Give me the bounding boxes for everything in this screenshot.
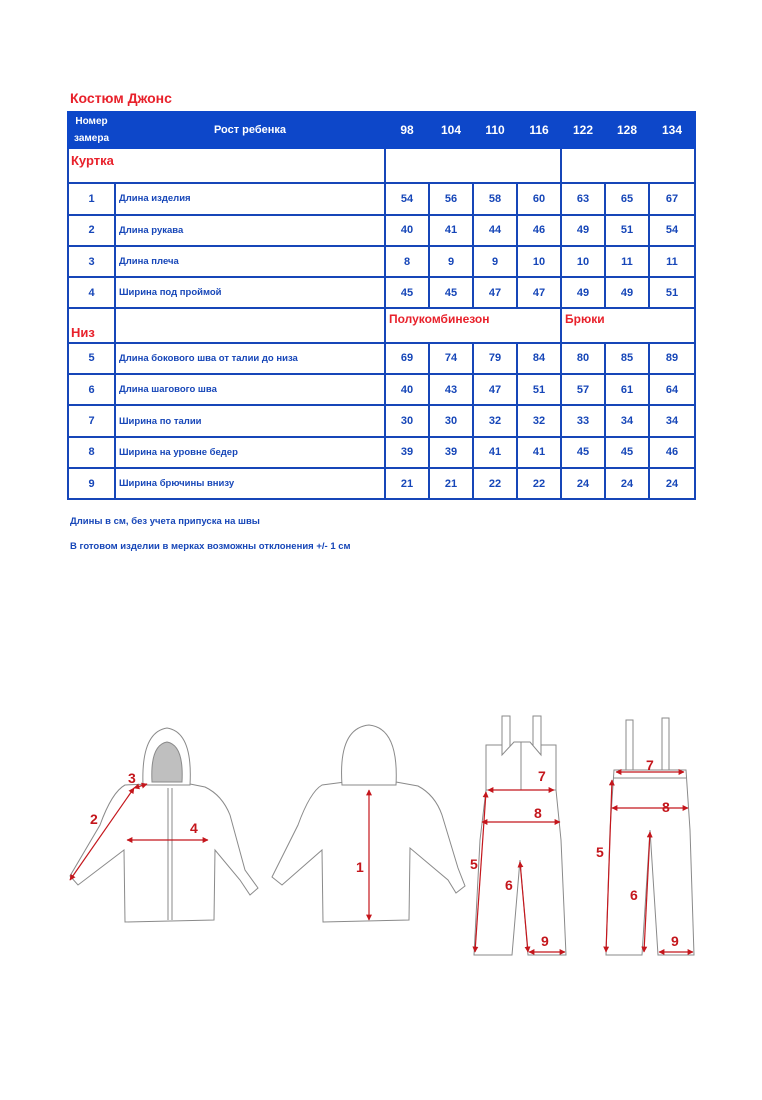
cell-value: 9 [473,246,517,277]
cell-value: 79 [473,343,517,374]
cell-value: 41 [429,215,473,246]
header-number: Номер замера [68,112,115,148]
cell-value: 41 [473,437,517,468]
row-number: 6 [68,374,115,405]
cell-value: 43 [429,374,473,405]
cell-value: 61 [605,374,649,405]
cell-value: 45 [605,437,649,468]
note-units: Длины в см, без учета припуска на швы [70,516,260,527]
cell-value: 89 [649,343,695,374]
section-trousers-label: Брюки [561,308,695,342]
cell-value: 85 [605,343,649,374]
section-overalls-label: Полукомбинезон [385,308,561,342]
cell-value: 24 [605,468,649,499]
label-5: 5 [470,856,478,872]
cell-value: 47 [473,277,517,308]
label-4: 4 [190,820,198,836]
cell-value: 49 [561,215,605,246]
cell-value: 32 [473,405,517,436]
table-row [68,343,695,374]
cell-value: 33 [561,405,605,436]
overalls-drawing [474,716,566,955]
section-bottom-label: Низ [68,308,115,342]
row-name: Длина изделия [115,183,385,214]
row-number: 1 [68,183,115,214]
overalls-legs [474,790,566,955]
measurement-diagram [0,700,762,970]
jacket-front-body [70,781,258,922]
cell-value: 24 [561,468,605,499]
cell-value: 22 [473,468,517,499]
label-1: 1 [356,859,364,875]
section-empty-cell [115,308,385,342]
cell-value: 32 [517,405,561,436]
cell-value: 65 [605,183,649,214]
table-row [68,183,695,214]
row-name: Ширина на уровне бедер [115,437,385,468]
cell-value: 11 [605,246,649,277]
section-jacket-label: Куртка [68,148,385,183]
cell-value: 21 [429,468,473,499]
label-7: 7 [646,757,654,773]
row-number: 9 [68,468,115,499]
label-3: 3 [128,770,136,786]
cell-value: 69 [385,343,429,374]
label-6: 6 [505,877,513,893]
label-8: 8 [662,799,670,815]
cell-value: 47 [517,277,561,308]
cell-value: 41 [517,437,561,468]
row-number: 2 [68,215,115,246]
row-number: 4 [68,277,115,308]
label-9: 9 [541,933,549,949]
row-name: Ширина брючины внизу [115,468,385,499]
header-size: 128 [605,112,649,148]
cell-value: 9 [429,246,473,277]
section-row-jacket [68,148,695,183]
cell-value: 40 [385,215,429,246]
cell-value: 74 [429,343,473,374]
row-name: Длина плеча [115,246,385,277]
row-name: Длина шагового шва [115,374,385,405]
cell-value: 56 [429,183,473,214]
table-row [68,215,695,246]
cell-value: 46 [649,437,695,468]
cell-value: 51 [517,374,561,405]
label-2: 2 [90,811,98,827]
section-empty-cell [385,148,561,183]
cell-value: 24 [649,468,695,499]
header-size: 134 [649,112,695,148]
cell-value: 30 [385,405,429,436]
table-header-row [68,112,695,148]
table-row [68,246,695,277]
row-number: 5 [68,343,115,374]
jacket-front-drawing [70,728,258,922]
row-number: 3 [68,246,115,277]
cell-value: 57 [561,374,605,405]
cell-value: 51 [649,277,695,308]
cell-value: 54 [385,183,429,214]
header-size: 110 [473,112,517,148]
header-size: 116 [517,112,561,148]
cell-value: 80 [561,343,605,374]
header-size: 122 [561,112,605,148]
row-name: Ширина под проймой [115,277,385,308]
note-tolerance: В готовом изделии в мерках возможны отклонения +/- 1 см [70,541,351,552]
cell-value: 45 [561,437,605,468]
cell-value: 49 [605,277,649,308]
cell-value: 63 [561,183,605,214]
table-row [68,374,695,405]
cell-value: 47 [473,374,517,405]
section-empty-cell [561,148,695,183]
cell-value: 40 [385,374,429,405]
header-size: 104 [429,112,473,148]
cell-value: 39 [385,437,429,468]
table-row [68,468,695,499]
row-name: Ширина по талии [115,405,385,436]
cell-value: 39 [429,437,473,468]
jacket-back-hood [342,725,397,785]
cell-value: 60 [517,183,561,214]
page-title: Костюм Джонс [70,90,172,106]
cell-value: 44 [473,215,517,246]
label-6: 6 [630,887,638,903]
row-number: 7 [68,405,115,436]
table-row [68,437,695,468]
row-name: Длина рукава [115,215,385,246]
cell-value: 10 [561,246,605,277]
right-strap [662,718,669,770]
cell-value: 22 [517,468,561,499]
row-name: Длина бокового шва от талии до низа [115,343,385,374]
left-strap [626,720,633,770]
label-7: 7 [538,768,546,784]
section-row-bottom [68,308,695,342]
cell-value: 58 [473,183,517,214]
cell-value: 10 [517,246,561,277]
label-9: 9 [671,933,679,949]
cell-value: 49 [561,277,605,308]
row-number: 8 [68,437,115,468]
cell-value: 45 [385,277,429,308]
cell-value: 54 [649,215,695,246]
cell-value: 45 [429,277,473,308]
cell-value: 67 [649,183,695,214]
cell-value: 46 [517,215,561,246]
cell-value: 21 [385,468,429,499]
cell-value: 84 [517,343,561,374]
cell-value: 34 [649,405,695,436]
label-8: 8 [534,805,542,821]
cell-value: 64 [649,374,695,405]
header-height: Рост ребенка [115,112,385,148]
cell-value: 34 [605,405,649,436]
cell-value: 8 [385,246,429,277]
header-size: 98 [385,112,429,148]
table-row [68,277,695,308]
cell-value: 30 [429,405,473,436]
trousers-legs [606,770,694,955]
cell-value: 51 [605,215,649,246]
cell-value: 11 [649,246,695,277]
table-row [68,405,695,436]
size-table [67,111,696,500]
label-5: 5 [596,844,604,860]
